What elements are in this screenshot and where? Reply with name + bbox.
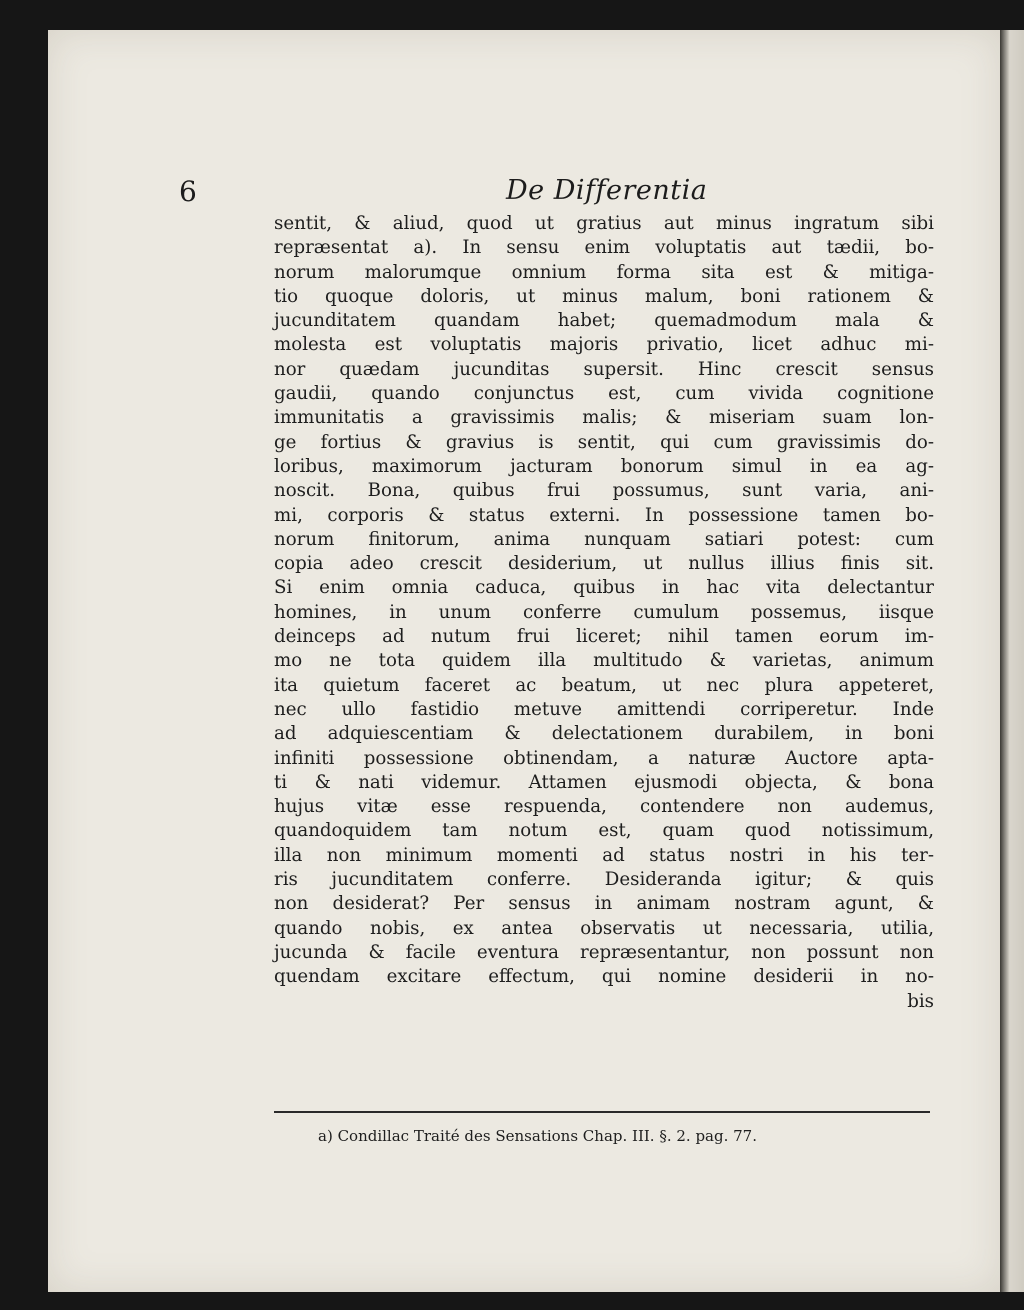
text-line: mi, corporis & status externi. In possessione tamen bo-	[274, 504, 934, 526]
text-line: deinceps ad nutum frui liceret; nihil tamen eorum im-	[274, 626, 934, 648]
text-line: gaudii, quando conjunctus est, cum vivida cognitione	[274, 383, 934, 405]
text-line: homines, in unum conferre cumulum possemus, iisque	[274, 601, 934, 623]
text-line: molesta est voluptatis majoris privatio, licet adhuc mi-	[274, 334, 934, 356]
text-line: immunitatis a gravissimis malis; & miseriam suam lon-	[274, 407, 934, 429]
text-line: illa non minimum momenti ad status nostri in his ter-	[274, 844, 934, 866]
text-line: ti & nati videmur. Attamen ejusmodi objecta, & bona	[274, 771, 934, 793]
text-line: tio quoque doloris, ut minus malum, boni rationem &	[274, 285, 934, 307]
text-line: quendam excitare effectum, qui nomine desiderii in no-	[274, 966, 934, 988]
text-line: nor quædam jucunditas supersit. Hinc crescit sensus	[274, 358, 934, 380]
text-line: hujus vitæ esse respuenda, contendere non audemus,	[274, 796, 934, 818]
text-line: norum finitorum, anima nunquam satiari potest: cum	[274, 528, 934, 550]
text-line: noscit. Bona, quibus frui possumus, sunt varia, ani-	[274, 480, 934, 502]
text-line: Si enim omnia caduca, quibus in hac vita delectantur	[274, 577, 934, 599]
text-line: sentit, & aliud, quod ut gratius aut minus ingratum sibi	[274, 213, 934, 234]
running-head: De Differentia	[506, 175, 708, 206]
text-line: nec ullo fastidio metuve amittendi corriperetur. Inde	[274, 698, 934, 720]
text-line: ris jucunditatem conferre. Desideranda igitur; & quis	[274, 869, 934, 891]
text-line: repræsentat a). In sensu enim voluptatis aut tædii, bo-	[274, 237, 934, 259]
text-line: non desiderat? Per sensus in animam nostram agunt, &	[274, 893, 934, 915]
page-header	[179, 175, 939, 215]
adjacent-page-edge	[1000, 30, 1024, 1292]
text-line: ad adquiescentiam & delectationem durabilem, in boni	[274, 723, 934, 745]
text-line: mo ne tota quidem illa multitudo & varietas, animum	[274, 650, 934, 672]
page-number: 6	[179, 175, 197, 208]
body-text	[274, 212, 934, 1014]
text-line: jucunditatem quandam habet; quemadmodum mala &	[274, 310, 934, 332]
text-line: norum malorumque omnium forma sita est & mitiga-	[274, 261, 934, 283]
text-line: ge fortius & gravius is sentit, qui cum gravissimis do-	[274, 431, 934, 453]
text-line: loribus, maximorum jacturam bonorum simul in ea ag-	[274, 455, 934, 477]
text-line: jucunda & facile eventura repræsentantur, non possunt non	[274, 941, 934, 963]
text-line: copia adeo crescit desiderium, ut nullus illius finis sit.	[274, 553, 934, 575]
text-line: infiniti possessione obtinendam, a naturæ Auctore apta-	[274, 747, 934, 769]
footnote-rule	[274, 1111, 930, 1113]
footnote: a) Condillac Traité des Sensations Chap. III. §. 2. pag. 77.	[318, 1127, 757, 1145]
text-line: ita quietum faceret ac beatum, ut nec plura appeteret,	[274, 674, 934, 696]
text-line: quandoquidem tam notum est, quam quod notissimum,	[274, 820, 934, 842]
text-line: quando nobis, ex antea observatis ut necessaria, utilia,	[274, 917, 934, 939]
text-line: bis	[907, 990, 934, 1012]
